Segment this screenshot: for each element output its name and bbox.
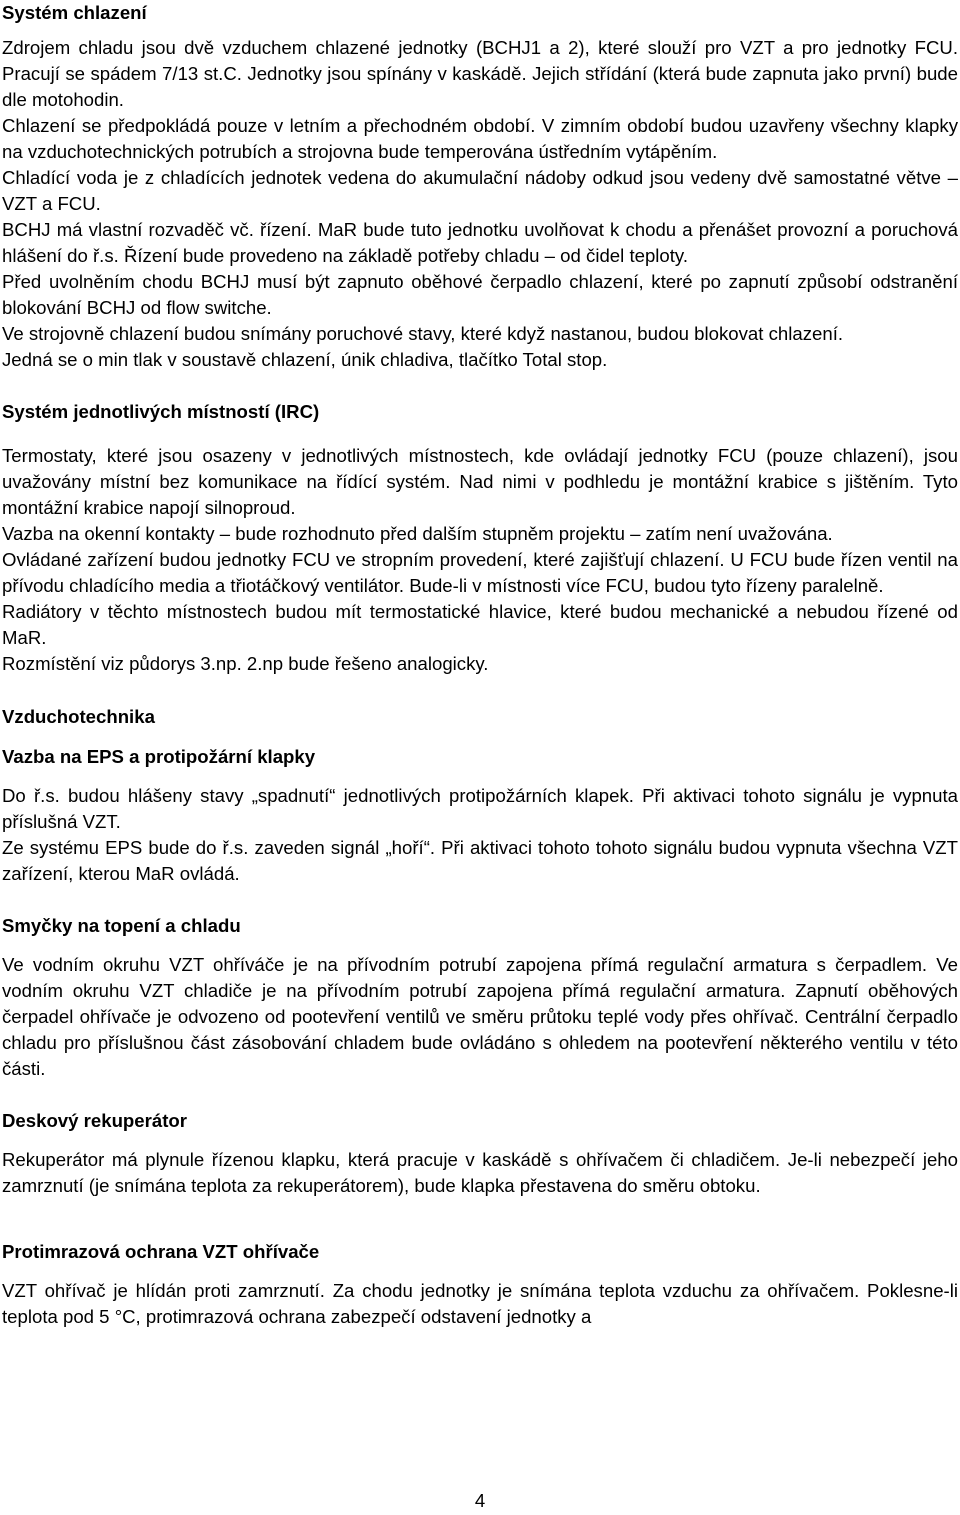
paragraph: VZT ohřívač je hlídán proti zamrznutí. Za chodu jednotky je snímána teplota vzduchu za ohřívačem. Poklesne-li teplota pod 5 °C, protimrazová ochrana zabezpečí odstavení jednotky a: [2, 1280, 958, 1327]
paragraph: Do ř.s. budou hlášeny stavy „spadnutí“ jednotlivých protipožárních klapek. Při aktivaci tohoto signálu je vypnuta příslušná VZT.: [2, 785, 958, 832]
section-heading: Vzduchotechnika: [2, 706, 155, 727]
section-heading: Systém chlazení: [2, 2, 147, 23]
paragraph: Radiátory v těchto místnostech budou mít termostatické hlavice, které budou mechanické a nebudou řízené od MaR.: [2, 601, 958, 648]
section-heading: Systém jednotlivých místností (IRC): [2, 401, 320, 422]
section-heading: Smyčky na topení a chladu: [2, 915, 241, 936]
paragraph: Před uvolněním chodu BCHJ musí být zapnuto oběhové čerpadlo chlazení, které po zapnutí způsobí odstranění blokování BCHJ od flow switche.: [2, 271, 958, 318]
paragraph: Chladící voda je z chladících jednotek vedena do akumulační nádoby odkud jsou vedeny dvě samostatné větve – VZT a FCU.: [2, 167, 958, 214]
document-page: [2, 0, 958, 1330]
section-eps-fire-dampers: [2, 744, 958, 887]
paragraph: Ovládané zařízení budou jednotky FCU ve stropním provedení, které zajišťují chlazení. U FCU bude řízen ventil na přívodu chladícího media a třiotáčkový ventilátor. Bude-li v místnosti více FCU, budou tyto řízeny paralelně.: [2, 549, 958, 596]
section-heading: Vazba na EPS a protipožární klapky: [2, 746, 316, 767]
paragraph: Vazba na okenní kontakty – bude rozhodnuto před dalším stupněm projektu – zatím není uvažována.: [2, 523, 833, 544]
section-heading: Protimrazová ochrana VZT ohřívače: [2, 1241, 320, 1262]
section-frost-protection: [2, 1239, 958, 1330]
paragraph: Termostaty, které jsou osazeny v jednotlivých místnostech, kde ovládají jednotky FCU (pouze chlazení), jsou uvažovány místní bez komunikace na řídící systém. Nad nimi v podhledu je montážní krabice s jištěním. Tyto montážní krabice napojí silnoproud.: [2, 445, 958, 518]
paragraph: BCHJ má vlastní rozvaděč vč. řízení. MaR bude tuto jednotku uvolňovat k chodu a přenášet provozní a poruchová hlášení do ř.s. Řízení bude provedeno na základě potřeby chladu – od čidel teploty.: [2, 219, 958, 266]
paragraph: Chlazení se předpokládá pouze v letním a přechodném období. V zimním období budou uzavřeny všechny klapky na vzduchotechnických potrubích a strojovna bude temperována ústředním vytápěním.: [2, 115, 958, 162]
page-number: 4: [474, 1490, 486, 1511]
section-plate-recuperator: [2, 1108, 958, 1199]
section-heating-cooling-loops: [2, 913, 958, 1082]
paragraph: Rekuperátor má plynule řízenou klapku, která pracuje v kaskádě s ohřívačem či chladičem. Je-li nebezpečí jeho zamrznutí (je snímána teplota za rekuperátorem), bude klapka přestavena do směru obtoku.: [2, 1149, 958, 1196]
section-cooling-system: [2, 0, 958, 373]
paragraph: Rozmístění viz půdorys 3.np. 2.np bude řešeno analogicky.: [2, 653, 489, 674]
paragraph: Ve strojovně chlazení budou snímány poruchové stavy, které když nastanou, budou blokovat chlazení.: [2, 323, 844, 344]
section-room-system: [2, 399, 958, 677]
paragraph: Zdrojem chladu jsou dvě vzduchem chlazené jednotky (BCHJ1 a 2), které slouží pro VZT a pro jednotky FCU. Pracují se spádem 7/13 st.C. Jednotky jsou spínány v kaskádě. Jejich střídání (která bude zapnuta jako první) bude dle motohodin.: [2, 37, 958, 110]
paragraph: Ze systému EPS bude do ř.s. zaveden signál „hoří“. Při aktivaci tohoto tohoto signálu budou vypnuta všechna VZT zařízení, kterou MaR ovládá.: [2, 837, 958, 884]
paragraph: Ve vodním okruhu VZT ohříváče je na přívodním potrubí zapojena přímá regulační armatura s čerpadlem. Ve vodním okruhu VZT chladiče je na přívodním potrubí zapojena přímá regulační armatura. Zapnutí oběhových čerpadel ohřívače je odvozeno od pootevření ventilů ve směru průtoku teplé vody přes ohřívač. Centrální čerpadlo chladu pro příslušnou část zásobování chladem bude ovládáno s ohledem na pootevření některého ventilu v této části.: [2, 954, 958, 1079]
paragraph: Jedná se o min tlak v soustavě chlazení, únik chladiva, tlačítko Total stop.: [2, 349, 608, 370]
section-air-handling: [2, 704, 958, 730]
section-heading: Deskový rekuperátor: [2, 1110, 187, 1131]
